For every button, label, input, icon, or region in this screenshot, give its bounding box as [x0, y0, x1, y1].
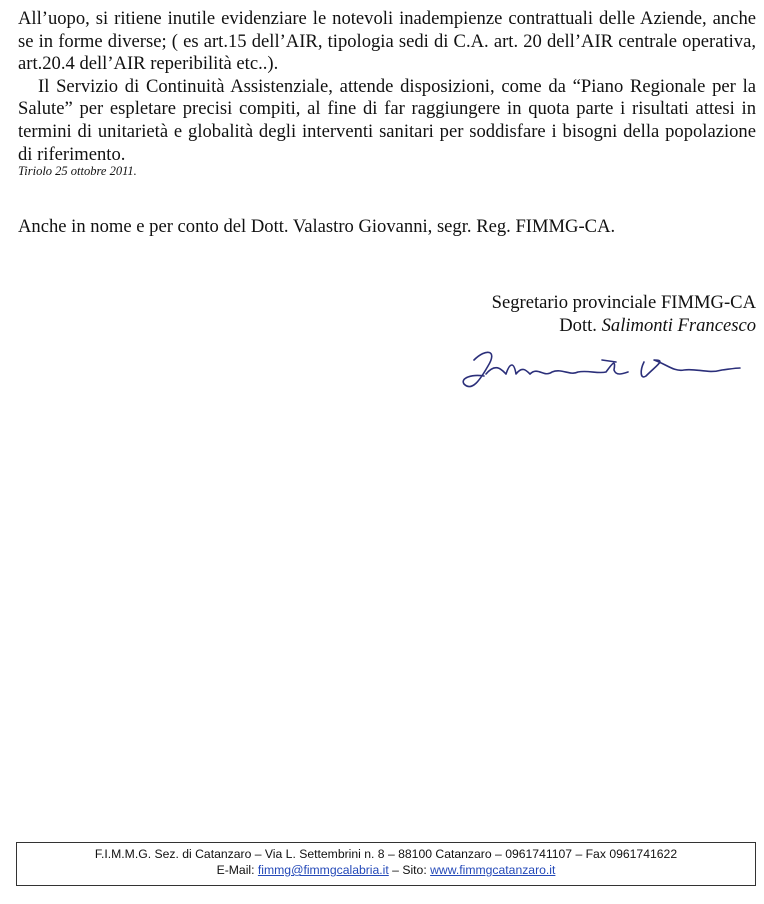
footer-email-label: E-Mail: — [216, 863, 258, 877]
paragraph-inadempienze: All’uopo, si ritiene inutile evidenziare le notevoli inadempienze contrattuali delle Aziende, anche se in forme diverse; ( es art.15 dell’AIR, tipologia sedi di C.A. art. 20 dell’AIR centrale operativa, art.20.4 dell’AIR reperibilità etc..). — [18, 8, 756, 75]
signatory-prefix: Dott. — [559, 315, 602, 336]
footer-box — [16, 842, 756, 886]
footer-separator: – Sito: — [388, 863, 431, 877]
letter-body — [18, 8, 756, 179]
signature-stroke-surname — [486, 363, 628, 374]
signatory-title: Segretario provinciale FIMMG-CA — [491, 292, 756, 313]
paragraph-servizio-continuita: Il Servizio di Continuità Assistenziale, attende disposizioni, come da “Piano Regionale per la Salute” per espletare precisi compiti, al fine di far raggiungere in quota parte i risultati attesi in termini di unitarietà e globalità degli interventi sanitari per soddisfare i bisogni della popolazione di riferimento. — [18, 75, 756, 165]
footer-email-link[interactable]: fimmg@fimmgcalabria.it — [257, 863, 389, 877]
footer-address: F.I.M.M.G. Sez. di Catanzaro – Via L. Settembrini n. 8 – 88100 Catanzaro – 0961741107 – Fax 0961741622 — [94, 847, 678, 861]
footer-site-link[interactable]: www.fimmgcatanzaro.it — [430, 863, 556, 877]
signature-stroke-bar — [602, 360, 616, 362]
signature-stroke-initial — [463, 352, 492, 386]
signature-block — [436, 291, 756, 337]
date-line: Tiriolo 25 ottobre 2011. — [18, 164, 137, 179]
signature-stroke-firstname — [641, 360, 740, 377]
footer-contacts — [17, 862, 755, 878]
handwritten-signature — [452, 340, 752, 400]
behalf-line: Anche in nome e per conto del Dott. Valastro Giovanni, segr. Reg. FIMMG-CA. — [18, 216, 616, 237]
signatory-name-line — [436, 314, 756, 337]
signatory-name: Salimonti Francesco — [601, 315, 756, 336]
